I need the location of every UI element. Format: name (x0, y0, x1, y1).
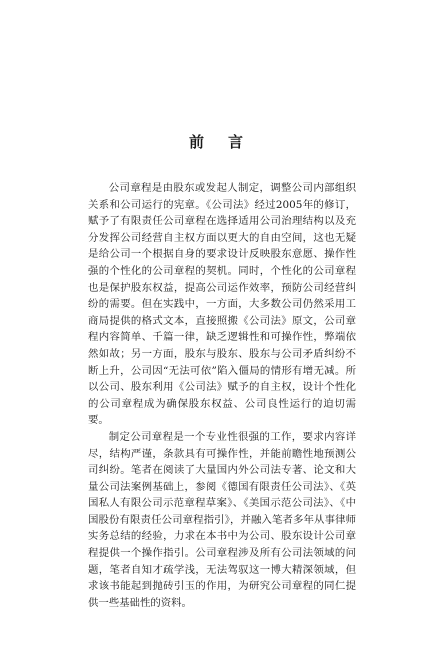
paragraph-1: 公司章程是由股东或发起人制定，调整公司内部组织关系和公司运行的宪章。《公司法》经过2005年的修订，赋予了有限责任公司章程在选择适用公司治理结构以及充分发挥公司经营自主权方面以更大的自由空间，这也无疑是给公司一个根据自身的要求设计反映股东意愿、操作性强的个性化的公司章程的契机。同时，个性化的公司章程也是保护股东权益，提高公司运作效率，预防公司经营纠纷的需要。但在实践中，一方面，大多数公司仍然采用工商局提供的格式文本，直接照搬《公司法》原文，公司章程内容简单、千篇一律，缺乏逻辑性和可操作性，弊端依然如故；另一方面，股东与股东、股东与公司矛盾纠纷不断上升，公司因“无法可依”陷入僵局的情形有增无减。所以公司、股东利用《公司法》赋予的自主权，设计个性化的公司章程成为确保股东权益、公司良性运行的迫切需要。 (88, 182, 356, 427)
page-title: 前言 (188, 133, 267, 152)
body-text (88, 180, 356, 611)
paragraph-2: 制定公司章程是一个专业性很强的工作，要求内容详尽，结构严谨，条款具有可操作性，并能前瞻性地预测公司纠纷。笔者在阅读了大量国内外公司法专著、论文和大量公司法案例基础上，参阅《德国有限责任公司法》、《英国私人有限公司示范章程草案》、《美国示范公司法》、《中国股份有限责任公司章程指引》，并融入笔者多年从事律师实务总结的经验，力求在本书中为公司、股东设计公司章程提供一个操作指引。公司章程涉及所有公司法领域的问题，笔者自知才疏学浅，无法驾驭这一博大精深领域，但求该书能起到抛砖引玉的作用，为研究公司章程的同仁提供一些基础性的资料。 (88, 430, 356, 609)
